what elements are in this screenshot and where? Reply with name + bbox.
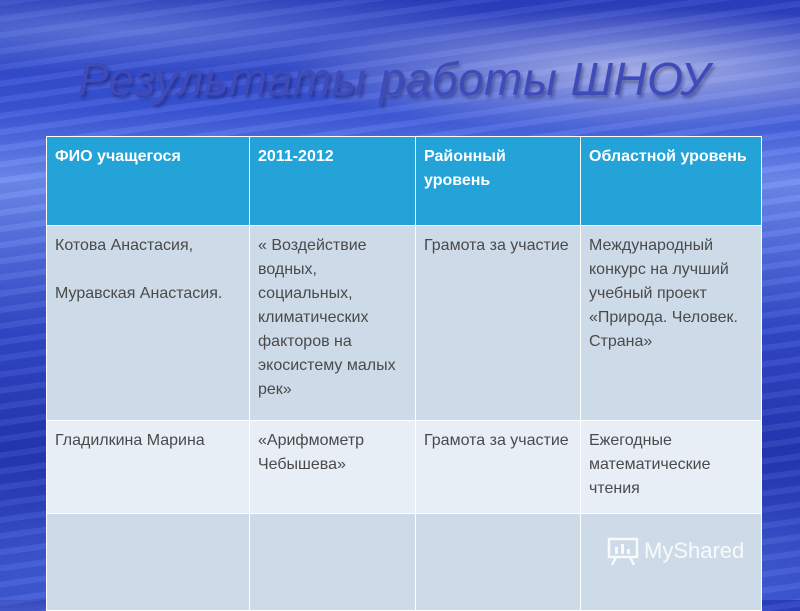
table-row bbox=[47, 421, 762, 514]
header-regional-level: Областной уровень bbox=[581, 137, 762, 226]
watermark bbox=[606, 536, 744, 566]
watermark-text: MyShared bbox=[644, 538, 745, 563]
cell-project: «Арифмометр Чебышева» bbox=[250, 421, 416, 514]
student-name: Гладилкина Марина bbox=[55, 432, 205, 449]
cell-district: Грамота за участие bbox=[416, 226, 581, 421]
cell-students bbox=[47, 421, 250, 514]
presentation-board-icon bbox=[606, 536, 640, 566]
cell-district bbox=[416, 514, 581, 611]
table-row bbox=[47, 226, 762, 421]
cell-district: Грамота за участие bbox=[416, 421, 581, 514]
student-name: Муравская Анастасия. bbox=[55, 285, 223, 302]
header-year: 2011-2012 bbox=[250, 137, 416, 226]
cell-students bbox=[47, 226, 250, 421]
header-district-level: Районный уровень bbox=[416, 137, 581, 226]
student-name: Котова Анастасия, bbox=[55, 237, 194, 254]
table-header-row bbox=[47, 137, 762, 226]
cell-students bbox=[47, 514, 250, 611]
slide-title: Результаты работы ШНОУ bbox=[78, 53, 711, 105]
cell-regional: Международный конкурс на лучший учебный проект «Природа. Человек. Страна» bbox=[581, 226, 762, 421]
cell-regional: Ежегодные математические чтения bbox=[581, 421, 762, 514]
header-student-name: ФИО учащегося bbox=[47, 137, 250, 226]
cell-project bbox=[250, 514, 416, 611]
cell-project: « Воздействие водных, социальных, климатических факторов на экосистему малых рек» bbox=[250, 226, 416, 421]
